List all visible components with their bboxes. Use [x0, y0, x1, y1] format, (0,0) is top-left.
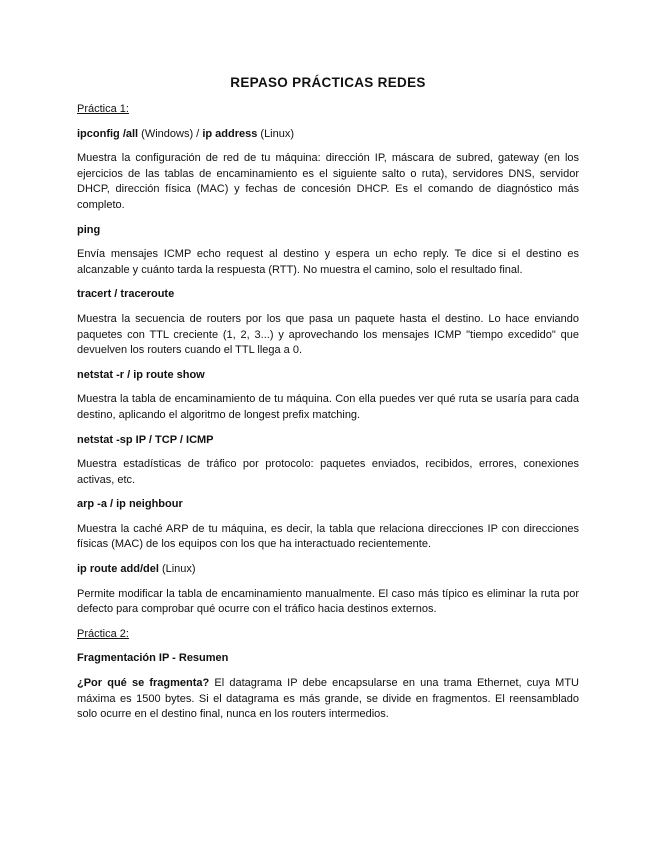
document-title: REPASO PRÁCTICAS REDES — [230, 75, 426, 90]
command-note: (Windows) / — [138, 127, 203, 140]
command-note: (Linux) — [257, 127, 295, 140]
command-name: tracert / traceroute — [77, 288, 175, 301]
command-name: ip address — [202, 127, 258, 140]
command-description: Envía mensajes ICMP echo request al destino y espera un echo reply. Te dice si el destino es alcanzable y cuánto tarda la respuesta (RTT). No muestra el camino, solo el resultado final. — [77, 248, 579, 276]
command-name: ping — [77, 223, 101, 236]
section-heading-practica-1: Práctica 1: — [77, 103, 129, 115]
answer-text: El datagrama IP debe encapsularse en una trama Ethernet, cuya MTU máxima es 1500 bytes. Si el datagrama es más grande, se divide en fragmentos. El reensamblado solo ocurre en el destino final, nunca en los routers intermedios. — [77, 677, 579, 721]
command-name: ipconfig /all — [77, 127, 139, 140]
section-heading-practica-2: Práctica 2: — [77, 627, 129, 640]
command-name: arp -a / ip neighbour — [77, 498, 183, 511]
command-note: (Linux) — [158, 563, 196, 576]
subheading-fragmentacion: Fragmentación IP - Resumen — [77, 652, 229, 665]
question-bold: ¿Por qué se fragmenta? — [77, 677, 210, 690]
command-description: Muestra la tabla de encaminamiento de tu máquina. Con ella puedes ver qué ruta se usaría para cada destino, aplicando el algoritmo de longest prefix matching. — [77, 393, 579, 421]
command-name: netstat -sp IP / TCP / ICMP — [77, 433, 214, 446]
command-ip-route-add-del — [77, 562, 579, 578]
command-name: ip route add/del — [77, 563, 159, 576]
command-ping — [77, 223, 579, 239]
fragmentation-paragraph — [77, 676, 579, 723]
command-description: Muestra la caché ARP de tu máquina, es decir, la tabla que relaciona direcciones IP con direcciones físicas (MAC) de los equipos con los que ha interactuado recientemente. — [77, 522, 579, 551]
command-description: Muestra la secuencia de routers por los que pasa un paquete hasta el destino. Lo hace enviando paquetes con TTL creciente (1, 2, 3...) y aprovechando los mensajes ICMP "tiempo excedido" que devuelven los routers cuando el TTL llega a 0. — [77, 312, 579, 357]
command-netstat-r — [77, 368, 579, 384]
command-arp — [77, 497, 579, 513]
command-name: netstat -r / ip route show — [77, 368, 205, 381]
command-ipconfig — [77, 127, 579, 143]
command-description: Permite modificar la tabla de encaminamiento manualmente. El caso más típico es eliminar la ruta por defecto para comprobar qué ocurre con el tráfico hacia destinos externos. — [77, 587, 579, 616]
command-description: Muestra estadísticas de tráfico por protocolo: paquetes enviados, recibidos, errores, conexiones activas, etc. — [77, 458, 579, 486]
command-description: Muestra la configuración de red de tu máquina: dirección IP, máscara de subred, gateway (en los ejercicios de las tablas de encaminamiento es el siguiente salto o ruta), servidores DNS, servidor DHCP, dirección física (MAC) y fechas de concesión DHCP. Es el comando de diagnóstico más completo. — [77, 152, 579, 211]
command-netstat-sp — [77, 433, 579, 449]
command-traceroute — [77, 287, 579, 303]
